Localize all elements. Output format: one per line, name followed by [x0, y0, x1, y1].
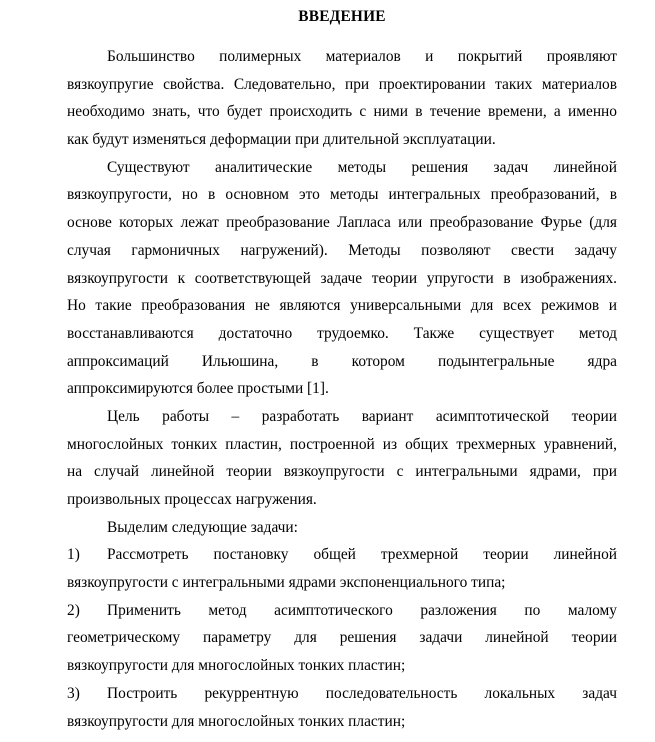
- paragraph-line: Выделим следующие задачи:: [107, 518, 298, 536]
- list-item: [67, 680, 617, 735]
- list-item-text: Построить рекуррентную последовательность локальных задач: [107, 684, 617, 702]
- paragraph-line: Существуют аналитические методы решения задач линейной: [107, 158, 617, 176]
- paragraph-line: Цель работы – разработать вариант асимптотической теории: [107, 407, 617, 425]
- list-item-text: Рассмотреть постановку общей трехмерной теории линейной: [107, 546, 617, 564]
- paragraph-intro: [67, 43, 617, 154]
- paragraph-line: Но такие преобразования не являются универсальными для всех режимов и: [67, 297, 617, 315]
- list-item-text: Применить метод асимптотического разложения по малому: [107, 601, 617, 619]
- paragraph-line: на случай линейной теории вязкоупругости с интегральными ядрами, при: [67, 463, 617, 481]
- page-title: ВВЕДЕНИЕ: [298, 8, 386, 25]
- list-item-number: 3): [67, 684, 80, 702]
- list-item-number: 2): [67, 601, 80, 619]
- list-item-line: [67, 541, 617, 569]
- paragraph-line: Большинство полимерных материалов и покрытий проявляют: [107, 48, 617, 65]
- list-item-line: вязкоупругости для многослойных тонких пластин;: [67, 712, 406, 730]
- list-item: [67, 597, 617, 680]
- list-item-line: [67, 680, 617, 708]
- paragraph-methods: [67, 154, 617, 403]
- document-page: [67, 0, 617, 735]
- paragraph-line: случая гармоничных нагружений). Методы позволяют свести задачу: [67, 241, 617, 259]
- paragraph-line: вязкоупругости, но в основном это методы интегральных преобразований, в: [67, 186, 617, 204]
- list-item-number: 1): [67, 546, 80, 564]
- paragraph-line: аппроксимируются более простыми [1].: [67, 380, 329, 398]
- list-item: [67, 541, 617, 596]
- paragraph-goal: [67, 403, 617, 514]
- list-item-line: вязкоупругости с интегральными ядрами экспоненциального типа;: [67, 574, 506, 592]
- paragraph-tasks-intro: [67, 514, 617, 542]
- paragraph-line: вязкоупругие свойства. Следовательно, при проектировании таких материалов: [67, 75, 617, 93]
- paragraph-line: основе которых лежат преобразование Лапласа или преобразование Фурье (для: [67, 214, 617, 232]
- list-item-line: вязкоупругости для многослойных тонких пластин;: [67, 657, 406, 675]
- paragraph-line: восстанавливаются достаточно трудоемко. Также существует метод: [67, 324, 617, 342]
- paragraph-line: необходимо знать, что будет происходить с ними в течение времени, а именно: [67, 103, 617, 121]
- list-item-line: геометрическому параметру для решения задачи линейной теории: [67, 629, 617, 647]
- paragraph-line: аппроксимаций Ильюшина, в котором подынтегральные ядра: [67, 352, 617, 370]
- paragraph-line: вязкоупругости к соответствующей задаче теории упругости в изображениях.: [67, 269, 617, 287]
- paragraph-line: произвольных процессах нагружения.: [67, 491, 317, 508]
- paragraph-line: многослойных тонких пластин, построенной из общих трехмерных уравнений,: [67, 435, 617, 453]
- list-item-line: [67, 597, 617, 625]
- paragraph-line: как будут изменяться деформации при длительной эксплуатации.: [67, 131, 496, 149]
